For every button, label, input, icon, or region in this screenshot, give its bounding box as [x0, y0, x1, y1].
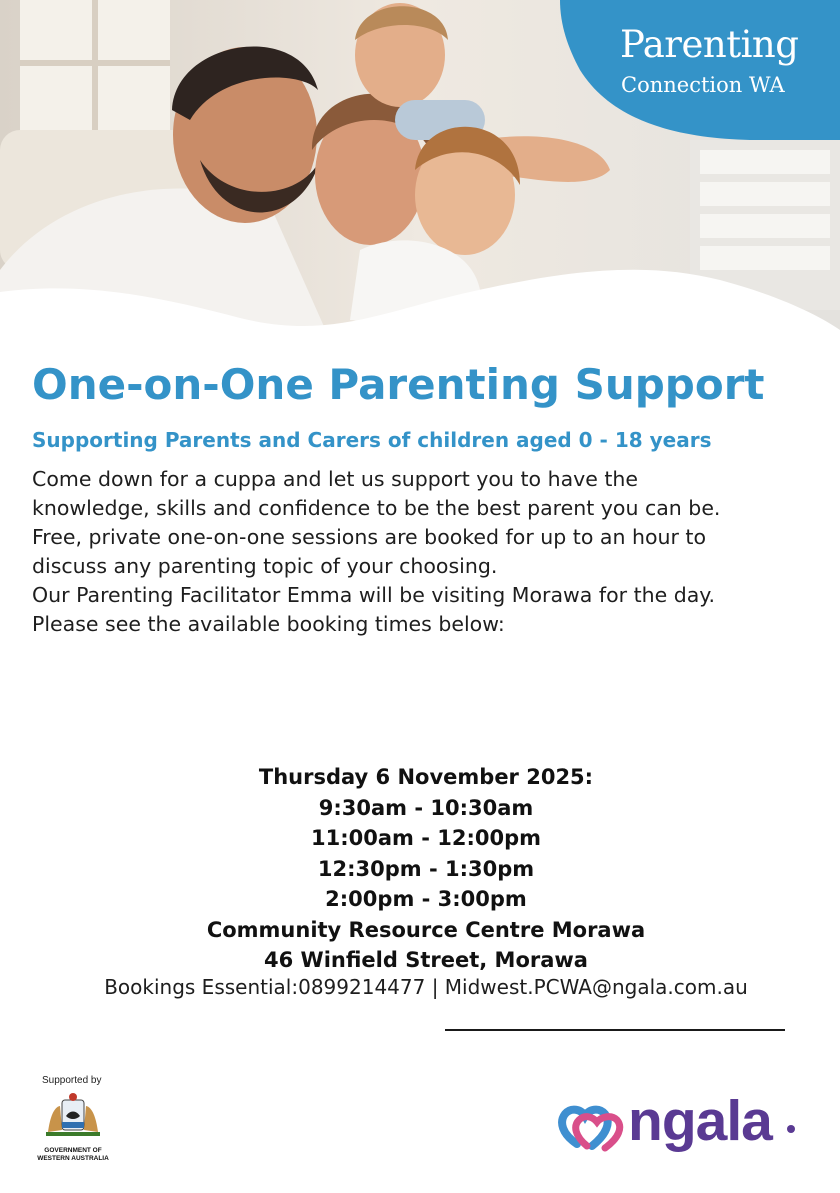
- intro-line: knowledge, skills and confidence to be the best parent you can be.: [32, 496, 721, 520]
- government-label: [33, 1147, 113, 1163]
- session-date: Thursday 6 November 2025:: [258, 765, 594, 789]
- venue-name: Community Resource Centre Morawa: [206, 917, 646, 942]
- session-time: 9:30am - 10:30am: [318, 795, 534, 820]
- ngala-logo-text: ngala: [628, 1089, 772, 1153]
- session-schedule: [0, 762, 840, 976]
- page-title: One-on-One Parenting Support: [32, 360, 765, 409]
- government-label-line1: GOVERNMENT OF: [44, 1147, 102, 1154]
- intro-line: Come down for a cuppa and let us support you to have the: [32, 467, 639, 491]
- venue-address: 46 Winfield Street, Morawa: [264, 948, 588, 972]
- session-time: 11:00am - 12:00pm: [311, 826, 541, 850]
- page-subtitle: Supporting Parents and Carers of children aged 0 - 18 years: [32, 428, 712, 452]
- intro-line: discuss any parenting topic of your choosing.: [32, 554, 498, 578]
- bookings-contact: Bookings Essential:0899214477 | Midwest.PCWA@ngala.com.au: [104, 975, 748, 999]
- brand-logo-title: Parenting: [620, 23, 799, 66]
- government-crest-icon: [40, 1092, 106, 1140]
- ngala-logo-dot: [787, 1125, 795, 1133]
- session-time: 2:00pm - 3:00pm: [325, 887, 527, 911]
- intro-line: Free, private one-on-one sessions are booked for up to an hour to: [32, 525, 707, 549]
- divider-line: [445, 1029, 785, 1031]
- intro-paragraph: [32, 465, 822, 639]
- supported-by-label: Supported by: [42, 1075, 102, 1086]
- session-time: 12:30pm - 1:30pm: [317, 856, 535, 881]
- intro-line: Our Parenting Facilitator Emma will be visiting Morawa for the day.: [32, 583, 716, 607]
- brand-logo-subtitle: Connection WA: [621, 73, 785, 97]
- intro-line: Please see the available booking times below:: [32, 612, 505, 636]
- government-label-line2: WESTERN AUSTRALIA: [37, 1155, 109, 1162]
- brand-blob: [560, 0, 840, 140]
- ngala-heart-icon: [557, 1102, 627, 1154]
